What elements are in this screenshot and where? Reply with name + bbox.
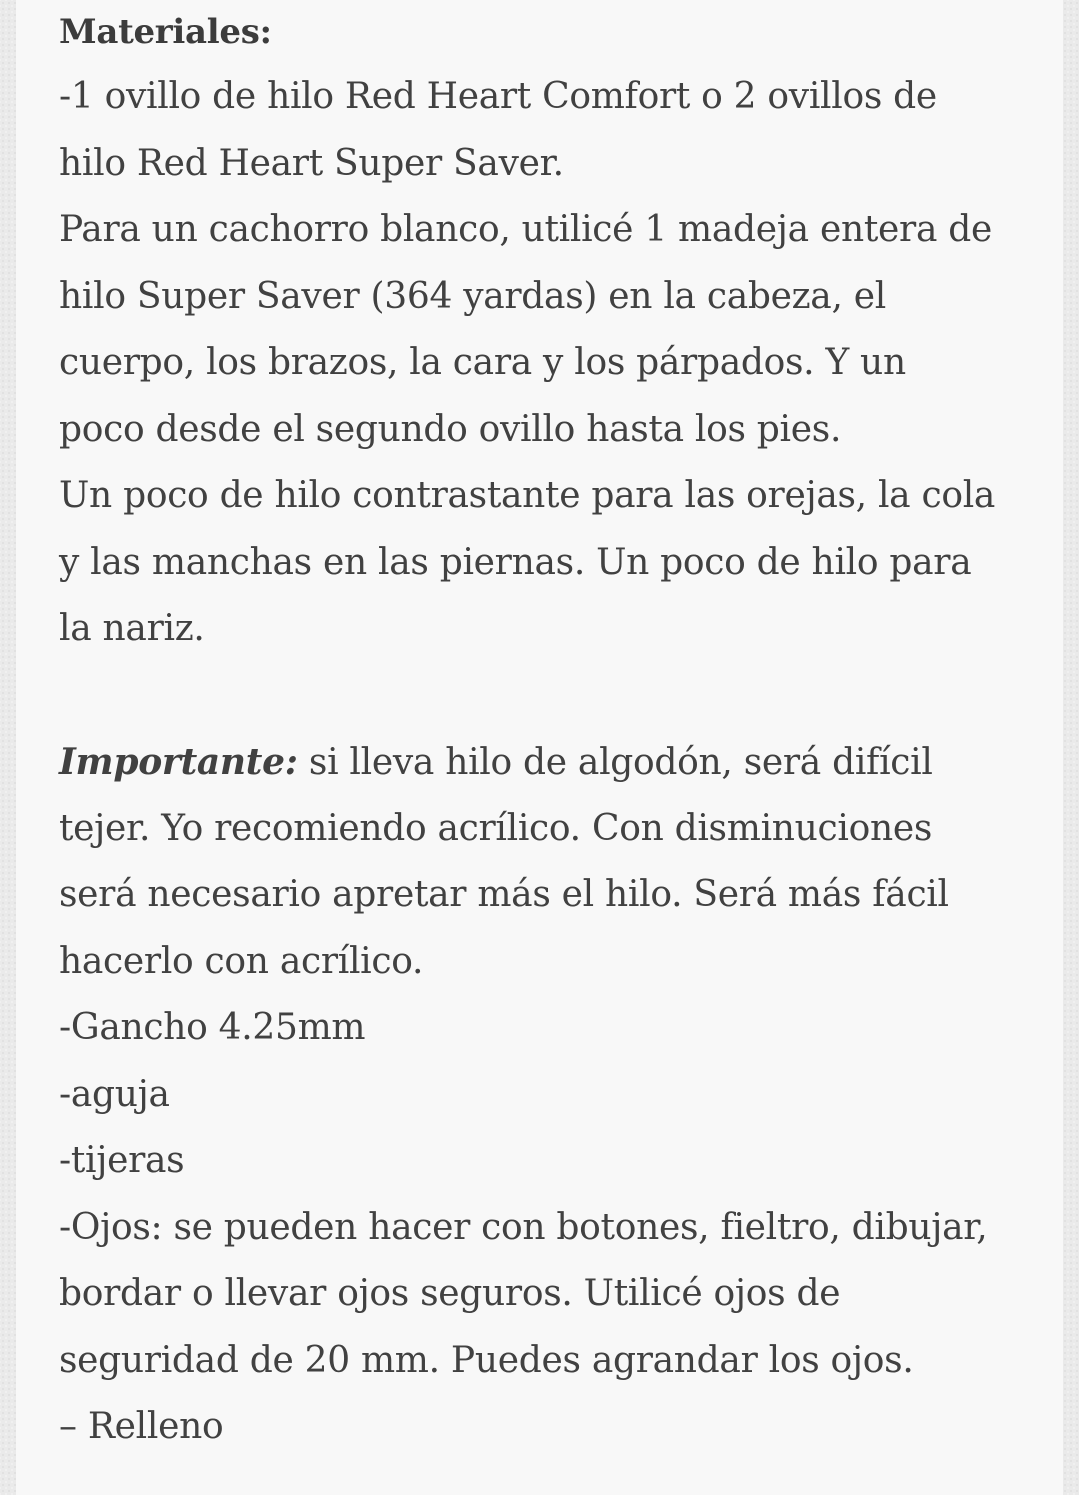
text-line: hilo Super Saver (364 yardas) en la cabeza, el <box>59 275 886 317</box>
text-line: hilo Red Heart Super Saver. <box>59 142 564 184</box>
page-panel <box>16 0 1063 1495</box>
text-line: -1 ovillo de hilo Red Heart Comfort o 2 ovillos de <box>59 76 937 117</box>
important-text: si lleva hilo de algodón, será difícil <box>308 742 933 783</box>
list-item-needle: -aguja <box>59 1073 170 1115</box>
materials-heading: Materiales: <box>59 12 272 52</box>
text-line: poco desde el segundo ovillo hasta los pies. <box>59 408 842 450</box>
important-label: Importante: <box>59 741 298 783</box>
list-item-hook: -Gancho 4.25mm <box>59 1007 366 1048</box>
text-line: hacerlo con acrílico. <box>59 940 424 982</box>
text-line: tejer. Yo recomiendo acrílico. Con disminuciones <box>59 807 933 849</box>
text-line: y las manchas en las piernas. Un poco de hilo para <box>59 541 972 583</box>
text-line: seguridad de 20 mm. Puedes agrandar los ojos. <box>59 1339 914 1381</box>
list-item-eyes: -Ojos: se pueden hacer con botones, fieltro, dibujar, <box>59 1206 988 1248</box>
text-line: la nariz. <box>59 608 205 649</box>
paragraph-spacer <box>59 663 1049 730</box>
list-item-stuffing: – Relleno <box>59 1406 224 1447</box>
text-line: cuerpo, los brazos, la cara y los párpados. Y un <box>59 342 906 383</box>
important-line <box>59 729 1049 796</box>
text-line: bordar o llevar ojos seguros. Utilicé ojos de <box>59 1273 841 1314</box>
text-line: Un poco de hilo contrastante para las orejas, la cola <box>59 475 996 516</box>
text-line: Para un cachorro blanco, utilicé 1 madeja entera de <box>59 209 993 250</box>
list-item-scissors: -tijeras <box>59 1140 185 1181</box>
article-body <box>59 0 1049 1461</box>
text-line: será necesario apretar más el hilo. Será más fácil <box>59 874 949 915</box>
